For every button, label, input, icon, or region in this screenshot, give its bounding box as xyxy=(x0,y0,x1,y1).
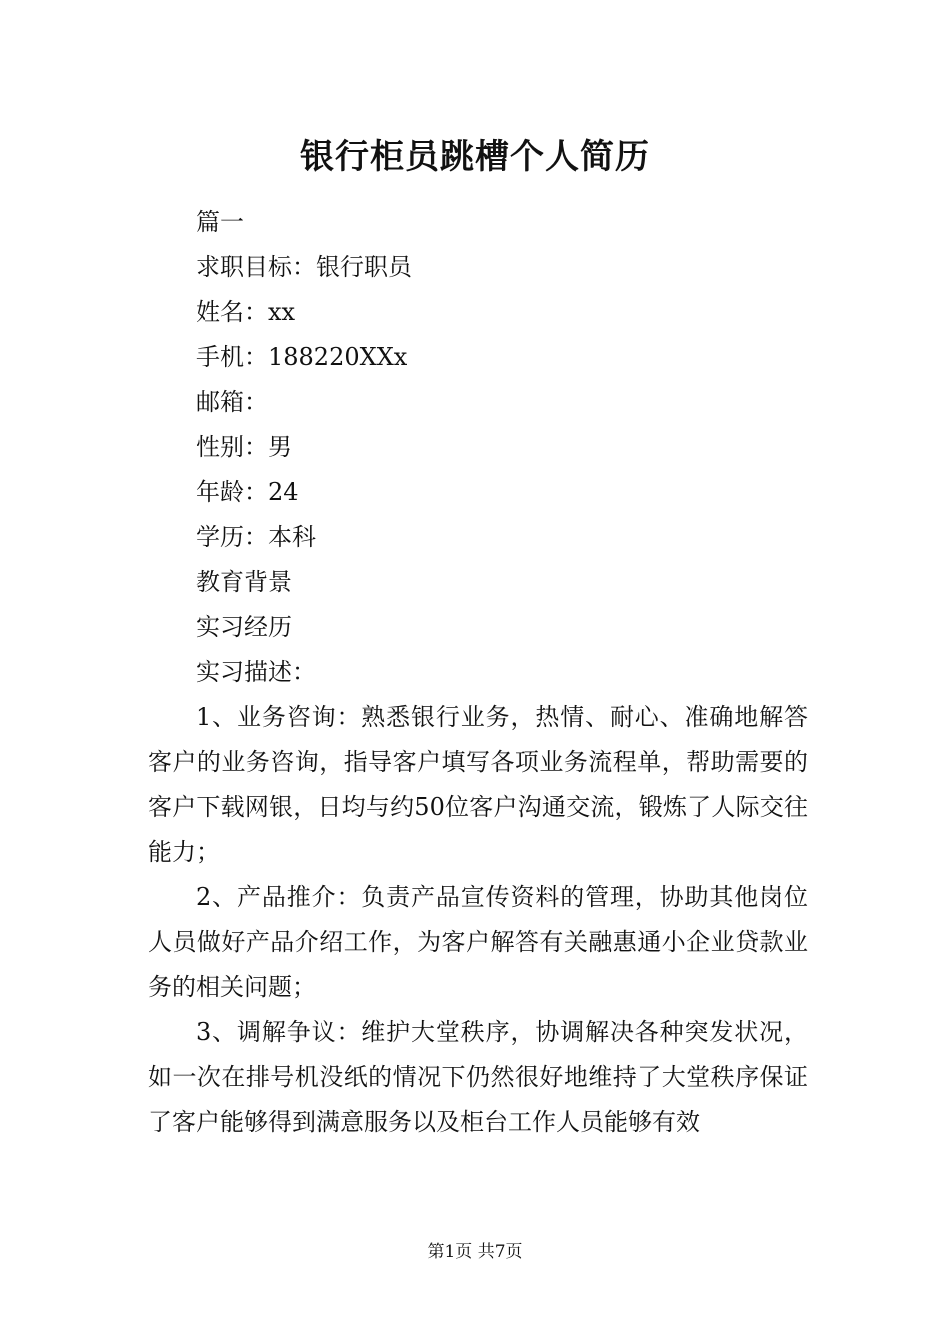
email-field: 邮箱： xyxy=(196,388,268,416)
education-background-heading: 教育背景 xyxy=(196,568,292,596)
section-heading: 篇一 xyxy=(196,208,244,236)
internship-item-2: 2、产品推介：负责产品宣传资料的管理，协助其他岗位人员做好产品介绍工作，为客户解答有关融惠通小企业贷款业务的相关问题； xyxy=(148,883,808,1001)
age-field: 年龄：24 xyxy=(196,478,299,506)
phone-field: 手机：188220XXx xyxy=(196,343,408,371)
name-field: 姓名：xx xyxy=(196,298,296,326)
job-objective: 求职目标：银行职员 xyxy=(196,253,412,281)
gender-field: 性别：男 xyxy=(196,433,292,461)
page-number-footer: 第1页 共7页 xyxy=(427,1242,523,1262)
internship-item-1: 1、业务咨询：熟悉银行业务，热情、耐心、准确地解答客户的业务咨询，指导客户填写各项业务流程单，帮助需要的客户下载网银，日均与约50位客户沟通交流，锻炼了人际交往能力； xyxy=(148,703,808,866)
document-body xyxy=(148,200,808,1145)
internship-item-3: 3、调解争议：维护大堂秩序，协调解决各种突发状况，如一次在排号机没纸的情况下仍然很好地维持了大堂秩序保证了客户能够得到满意服务以及柜台工作人员能够有效 xyxy=(148,1018,808,1136)
internship-description-heading: 实习描述： xyxy=(196,658,316,686)
internship-heading: 实习经历 xyxy=(196,613,292,641)
document-title: 银行柜员跳槽个人简历 xyxy=(300,137,650,177)
education-level-field: 学历：本科 xyxy=(196,523,316,551)
